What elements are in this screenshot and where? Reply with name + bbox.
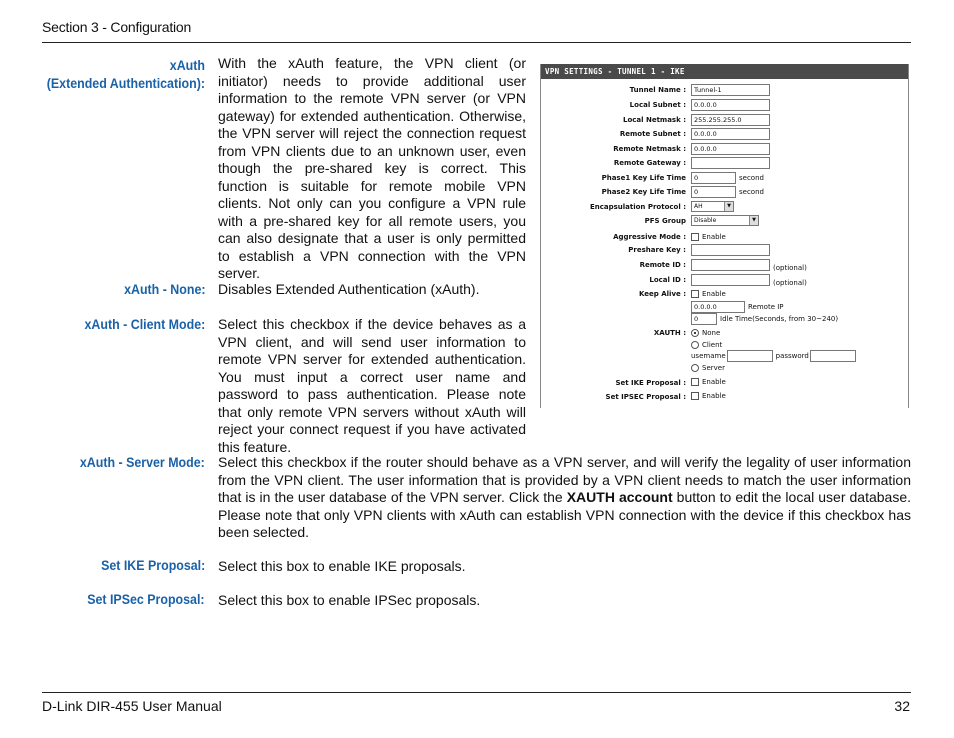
aggressive-mode-label: Aggressive Mode :	[613, 233, 686, 241]
encapsulation-value: AH	[694, 203, 703, 210]
xauth-none-option: None	[702, 329, 721, 337]
local-netmask-input[interactable]: 255.255.255.0	[691, 114, 770, 126]
ipsec-proposal-label: Set IPSec Proposal:	[87, 592, 205, 607]
keep-alive-idle-label: Idle Time(Seconds, from 30~240)	[720, 315, 839, 323]
keep-alive-label: Keep Alive :	[638, 290, 686, 298]
keep-alive-idle-input[interactable]: 0	[691, 313, 717, 325]
username-label: usemame	[691, 352, 726, 360]
encapsulation-row	[541, 201, 908, 215]
remote-netmask-label: Remote Netmask :	[613, 145, 686, 153]
ike-proposal-label: Set IKE Proposal:	[100, 558, 205, 573]
phase2-label: Phase2 Key Life Time	[601, 188, 686, 196]
keep-alive-remote-ip-label: Remote IP	[748, 303, 784, 311]
xauth-label-line2: (Extended Authentication):	[46, 75, 205, 91]
xauth-client-radio[interactable]	[691, 341, 699, 349]
aggressive-mode-checkbox[interactable]	[691, 233, 699, 241]
phase1-row	[541, 172, 908, 186]
password-input[interactable]	[810, 350, 856, 362]
xauth-client-label: xAuth - Client Mode:	[84, 317, 205, 332]
footer-rule	[42, 692, 911, 693]
xauth-server-text-after: button to edit the local user database. Please note that only VPN clients with xAuth can establish VPN connection with the device if this checkbox has been selected.	[218, 489, 911, 540]
remote-subnet-row	[541, 128, 908, 142]
page-number: 32	[894, 698, 910, 714]
tunnel-name-row	[541, 84, 908, 98]
phase2-input[interactable]: 0	[691, 186, 736, 198]
ike-proposal-checkbox[interactable]	[691, 378, 699, 386]
remote-gateway-row	[541, 157, 908, 171]
xauth-description: With the xAuth feature, the VPN client (or initiator) needs to provide additional user information to the remote VPN server (or VPN gateway) for extended authentication. Otherwise, the VPN server will reject the connection request from VPN clients due to an unknown user, even though the pre-shared key is correct. This function is suitable for remote mobile VPN clients. Not only can you configure a VPN rule with a pre-shared key for all remote users, you can also designate that a user is only permitted to establish a VPN connection with the VPN server.	[218, 55, 526, 281]
pfs-group-value: Disable	[694, 217, 717, 224]
keep-alive-remote-ip-input[interactable]: 0.0.0.0	[691, 301, 745, 313]
local-id-row	[541, 274, 908, 288]
preshare-key-input[interactable]	[691, 244, 770, 256]
keep-alive-idle-row	[541, 313, 908, 327]
remote-netmask-input[interactable]: 0.0.0.0	[691, 143, 770, 155]
keep-alive-checkbox[interactable]	[691, 290, 699, 298]
remote-gateway-label: Remote Gateway :	[613, 159, 686, 167]
ike-proposal-description: Select this box to enable IKE proposals.	[218, 558, 466, 574]
local-subnet-label: Local Subnet :	[629, 101, 686, 109]
local-id-input[interactable]	[691, 274, 770, 286]
encapsulation-select[interactable]	[691, 201, 734, 212]
remote-id-input[interactable]	[691, 259, 770, 271]
remote-id-label: Remote ID :	[639, 261, 686, 269]
xauth-setting-label: XAUTH :	[653, 329, 686, 337]
chevron-down-icon: ▼	[749, 216, 758, 225]
local-subnet-row	[541, 99, 908, 113]
ike-proposal-row	[541, 377, 908, 391]
phase1-input[interactable]: 0	[691, 172, 736, 184]
vpn-settings-panel	[540, 64, 909, 408]
remote-id-row	[541, 259, 908, 273]
xauth-server-label: xAuth - Server Mode:	[80, 455, 205, 470]
xauth-server-row	[541, 364, 908, 378]
xauth-server-option: Server	[702, 364, 725, 372]
remote-id-note: (optional)	[773, 264, 807, 272]
tunnel-name-label: Tunnel Name :	[629, 86, 686, 94]
local-netmask-label: Local Netmask :	[622, 116, 686, 124]
xauth-credentials-row	[541, 350, 908, 364]
remote-subnet-label: Remote Subnet :	[619, 130, 686, 138]
header-rule	[42, 42, 911, 43]
phase2-unit: second	[739, 188, 764, 196]
xauth-server-text-before: Select this checkbox if the router should behave as a VPN server, and will verify the legality of user information from the VPN client. The user information that is provided by a VPN client needs to match the user information that is in the user database of the VPN server. Click the	[218, 454, 911, 505]
xauth-none-radio[interactable]	[691, 329, 699, 337]
encapsulation-label: Encapsulation Protocol :	[589, 203, 686, 211]
ipsec-proposal-setting-label: Set IPSEC Proposal :	[605, 393, 686, 401]
keep-alive-option: Enable	[702, 290, 726, 298]
pfs-group-row	[541, 215, 908, 229]
phase2-row	[541, 186, 908, 200]
phase1-unit: second	[739, 174, 764, 182]
local-id-note: (optional)	[773, 279, 807, 287]
xauth-none-label: xAuth - None:	[123, 282, 205, 297]
pfs-group-label: PFS Group	[644, 217, 686, 225]
xauth-client-description: Select this checkbox if the device behaves as a VPN client, and will send user information to remote VPN server for extended authentication. You must input a correct user name and password to pass authentication. Please note that only remote VPN servers without xAuth will reject your connect request if you have activated this feature.	[218, 316, 526, 455]
ipsec-proposal-description: Select this box to enable IPSec proposals.	[218, 592, 481, 608]
xauth-account-term: XAUTH account	[566, 489, 673, 505]
preshare-key-row	[541, 244, 908, 258]
chevron-down-icon: ▼	[724, 202, 733, 211]
aggressive-mode-row	[541, 231, 908, 245]
aggressive-mode-option: Enable	[702, 233, 726, 241]
ipsec-proposal-row	[541, 391, 908, 405]
username-input[interactable]	[727, 350, 773, 362]
pfs-group-select[interactable]	[691, 215, 759, 226]
tunnel-name-input[interactable]: Tunnel-1	[691, 84, 770, 96]
password-label: password	[775, 352, 809, 360]
preshare-key-label: Preshare Key :	[628, 246, 686, 254]
local-subnet-input[interactable]: 0.0.0.0	[691, 99, 770, 111]
remote-gateway-input[interactable]	[691, 157, 770, 169]
xauth-none-description: Disables Extended Authentication (xAuth).	[218, 281, 480, 297]
remote-subnet-input[interactable]: 0.0.0.0	[691, 128, 770, 140]
phase1-label: Phase1 Key Life Time	[601, 174, 686, 182]
local-netmask-row	[541, 114, 908, 128]
ike-proposal-option: Enable	[702, 378, 726, 386]
xauth-client-option: Client	[702, 341, 723, 349]
xauth-server-radio[interactable]	[691, 364, 699, 372]
xauth-server-description	[218, 454, 911, 542]
keep-alive-row	[541, 288, 908, 302]
ipsec-proposal-option: Enable	[702, 392, 726, 400]
ike-proposal-setting-label: Set IKE Proposal :	[615, 379, 686, 387]
ipsec-proposal-checkbox[interactable]	[691, 392, 699, 400]
xauth-label-line1: xAuth	[169, 58, 205, 73]
xauth-label	[47, 57, 205, 92]
vpn-settings-title: VPN SETTINGS - TUNNEL 1 - IKE	[541, 64, 908, 79]
remote-netmask-row	[541, 143, 908, 157]
footer-manual-title: D-Link DIR-455 User Manual	[42, 698, 222, 714]
local-id-label: Local ID :	[649, 276, 686, 284]
section-header: Section 3 - Configuration	[42, 19, 192, 35]
